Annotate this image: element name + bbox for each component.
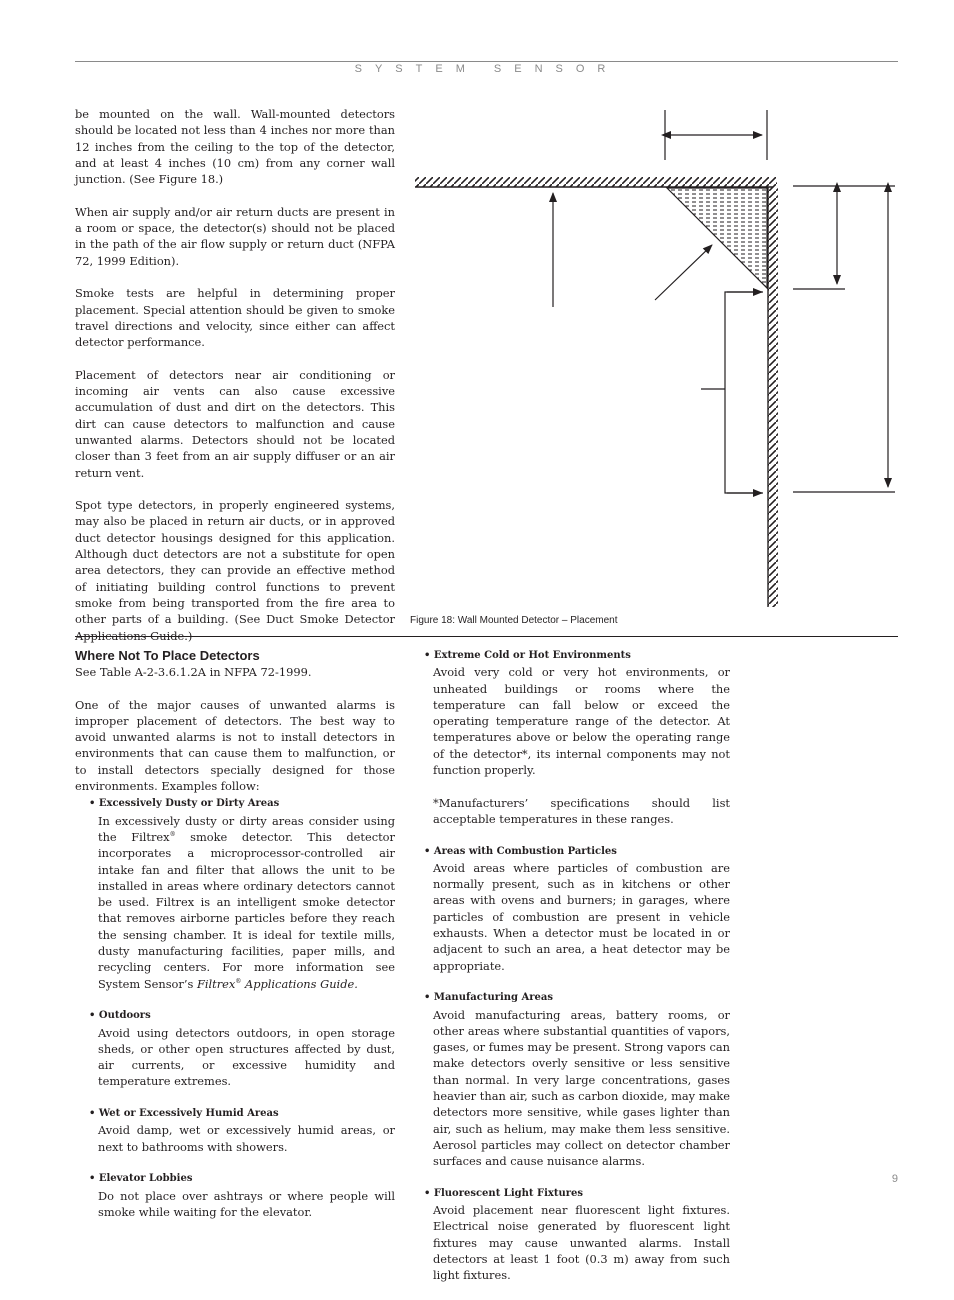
bullet-body: Avoid manufacturing areas, battery rooms, or other areas where substantial quantities of vapors, gases, or fumes may be present. Strong vapors can make detectors overly sensitive or less sensitive than normal. In very large concentrations, gases heavier than air, such as carbon dioxide, may make detectors more sensitive, while gases lighter than air, such as helium, may make them less sensitive. Aerosol particles may collect on detector chamber surfaces and cause nuisance alarms.: [433, 1007, 730, 1169]
bullet-note: *Manufacturers’ specifications should list acceptable temperatures in these ranges.: [433, 795, 730, 826]
bullet-heading: • Manufacturing Areas: [424, 992, 554, 1004]
bullet-body: [75, 813, 395, 992]
top-text-column: [75, 106, 395, 660]
bullet-heading: • Excessively Dusty or Dirty Areas: [89, 798, 280, 810]
bullet-text: In excessively dusty or dirty areas consider using the Filtrex: [98, 813, 395, 844]
intro-paragraph: One of the major causes of unwanted alarms is improper placement of detectors. The best way to avoid unwanted alarms is not to install detectors in environments that can cause them to malfunction, or to install detectors specially designed for those environments. Examples follow:: [75, 697, 395, 794]
registered-mark: ®: [235, 977, 242, 985]
figure-caption: Figure 18: Wall Mounted Detector – Placement: [410, 615, 618, 626]
paragraph: Smoke tests are helpful in determining proper placement. Special attention should be given to smoke travel directions and velocity, since either can affect detector performance.: [75, 286, 395, 350]
page-number: 9: [891, 1173, 898, 1185]
paragraph: When air supply and/or air return ducts are present in a room or space, the detector(s) should not be placed in the path of the air flow supply or return duct (NFPA 72, 1999 Edition).: [75, 204, 395, 268]
guide-title: Filtrex: [196, 976, 236, 991]
bullet-text: smoke detector. This detector incorporates a microprocessor-controlled air intake fan and filter that allows the unit to be installed in areas where ordinary detectors cannot be used. Filtrex is an intelligent smoke detector that removes airborne particles before they reach the sensing chamber. It is ideal for textile mills, dusty manufacturing facilities, paper mills, and recycling centers. For more information see System Sensor’s: [98, 829, 395, 991]
registered-mark: ®: [169, 831, 176, 839]
figure-18-diagram: [405, 100, 905, 615]
bullet-body: Do not place over ashtrays or where people will smoke while waiting for the elevator.: [98, 1188, 395, 1219]
paragraph: Spot type detectors, in properly engineered systems, may also be placed in return air ducts, or in approved duct detector housings designed for this application. Although duct detectors are not a substitute for open area detectors, they can provide an effective method of initiating building control functions to prevent smoke from being transported from the fire area to other parts of a building. (See Duct Smoke Detector Applications Guide.): [75, 498, 395, 643]
bullet-body: Avoid very cold or very hot environments, or unheated buildings or rooms where the temperature can fall below or exceed the operating temperature range of the detector. At temperatures above or below the operating range of the detector*, its internal components may not function properly.: [433, 665, 730, 778]
bullet-heading: • Extreme Cold or Hot Environments: [424, 650, 631, 661]
dead-air-space: [667, 188, 767, 288]
bullet-heading: • Wet or Excessively Humid Areas: [89, 1108, 279, 1120]
ceiling-hatch: [415, 177, 777, 187]
bullet-body: Avoid damp, wet or excessively humid areas, or next to bathrooms with showers.: [98, 1123, 395, 1154]
bottom-right-column: [424, 648, 730, 1300]
header-rule: [75, 61, 898, 62]
paragraph: be mounted on the wall. Wall-mounted detectors should be located not less than 4 inches nor more than 12 inches from the ceiling to the top of the detector, and at least 4 inches (10 cm) from any corner wall junction. (See Figure 18.): [75, 107, 395, 187]
guide-title: Applications Guide.: [241, 976, 358, 991]
bullet-body: Avoid using detectors outdoors, in open storage sheds, or other open structures affected by dust, air currents, or excessive humidity and temperature extremes.: [98, 1025, 395, 1089]
bullet-heading: • Fluorescent Light Fixtures: [424, 1187, 583, 1199]
wall-detector-diagram: [405, 100, 905, 615]
section-rule: [75, 636, 898, 637]
bullet-heading: • Elevator Lobbies: [89, 1173, 193, 1185]
running-head: SYSTEM SENSOR: [354, 63, 619, 75]
bullet-body: Avoid areas where particles of combustion are normally present, such as in kitchens or other areas with ovens and burners; in garages, where particles of combustion are present in vehicle exhausts. When a detector must be located in or adjacent to such an area, a heat detector may be appropriate.: [433, 860, 730, 973]
paragraph: Placement of detectors near air conditioning or incoming air vents can also cause excessive accumulation of dust and dirt on the detectors. This dirt can cause detectors to malfunction and cause unwanted alarms. Detectors should not be located closer than 3 feet from an air supply diffuser or an air return vent.: [75, 367, 395, 480]
section-title: Where Not To Place Detectors: [75, 648, 260, 663]
bullet-body: Avoid placement near fluorescent light fixtures. Electrical noise generated by fluorescent light fixtures may cause unwanted alarms. Install detectors at least 1 foot (0.3 m) away from such light fixtures.: [433, 1203, 730, 1283]
bullet-heading: • Outdoors: [89, 1010, 151, 1022]
bottom-left-column: [75, 648, 395, 1236]
wall-hatch: [768, 187, 778, 607]
table-reference: See Table A-2-3.6.1.2A in NFPA 72-1999.: [75, 665, 312, 679]
bullet-heading: • Areas with Combustion Particles: [424, 845, 617, 857]
dead-air-arrow: [655, 245, 712, 300]
wall-zone-bracket: [725, 292, 763, 493]
